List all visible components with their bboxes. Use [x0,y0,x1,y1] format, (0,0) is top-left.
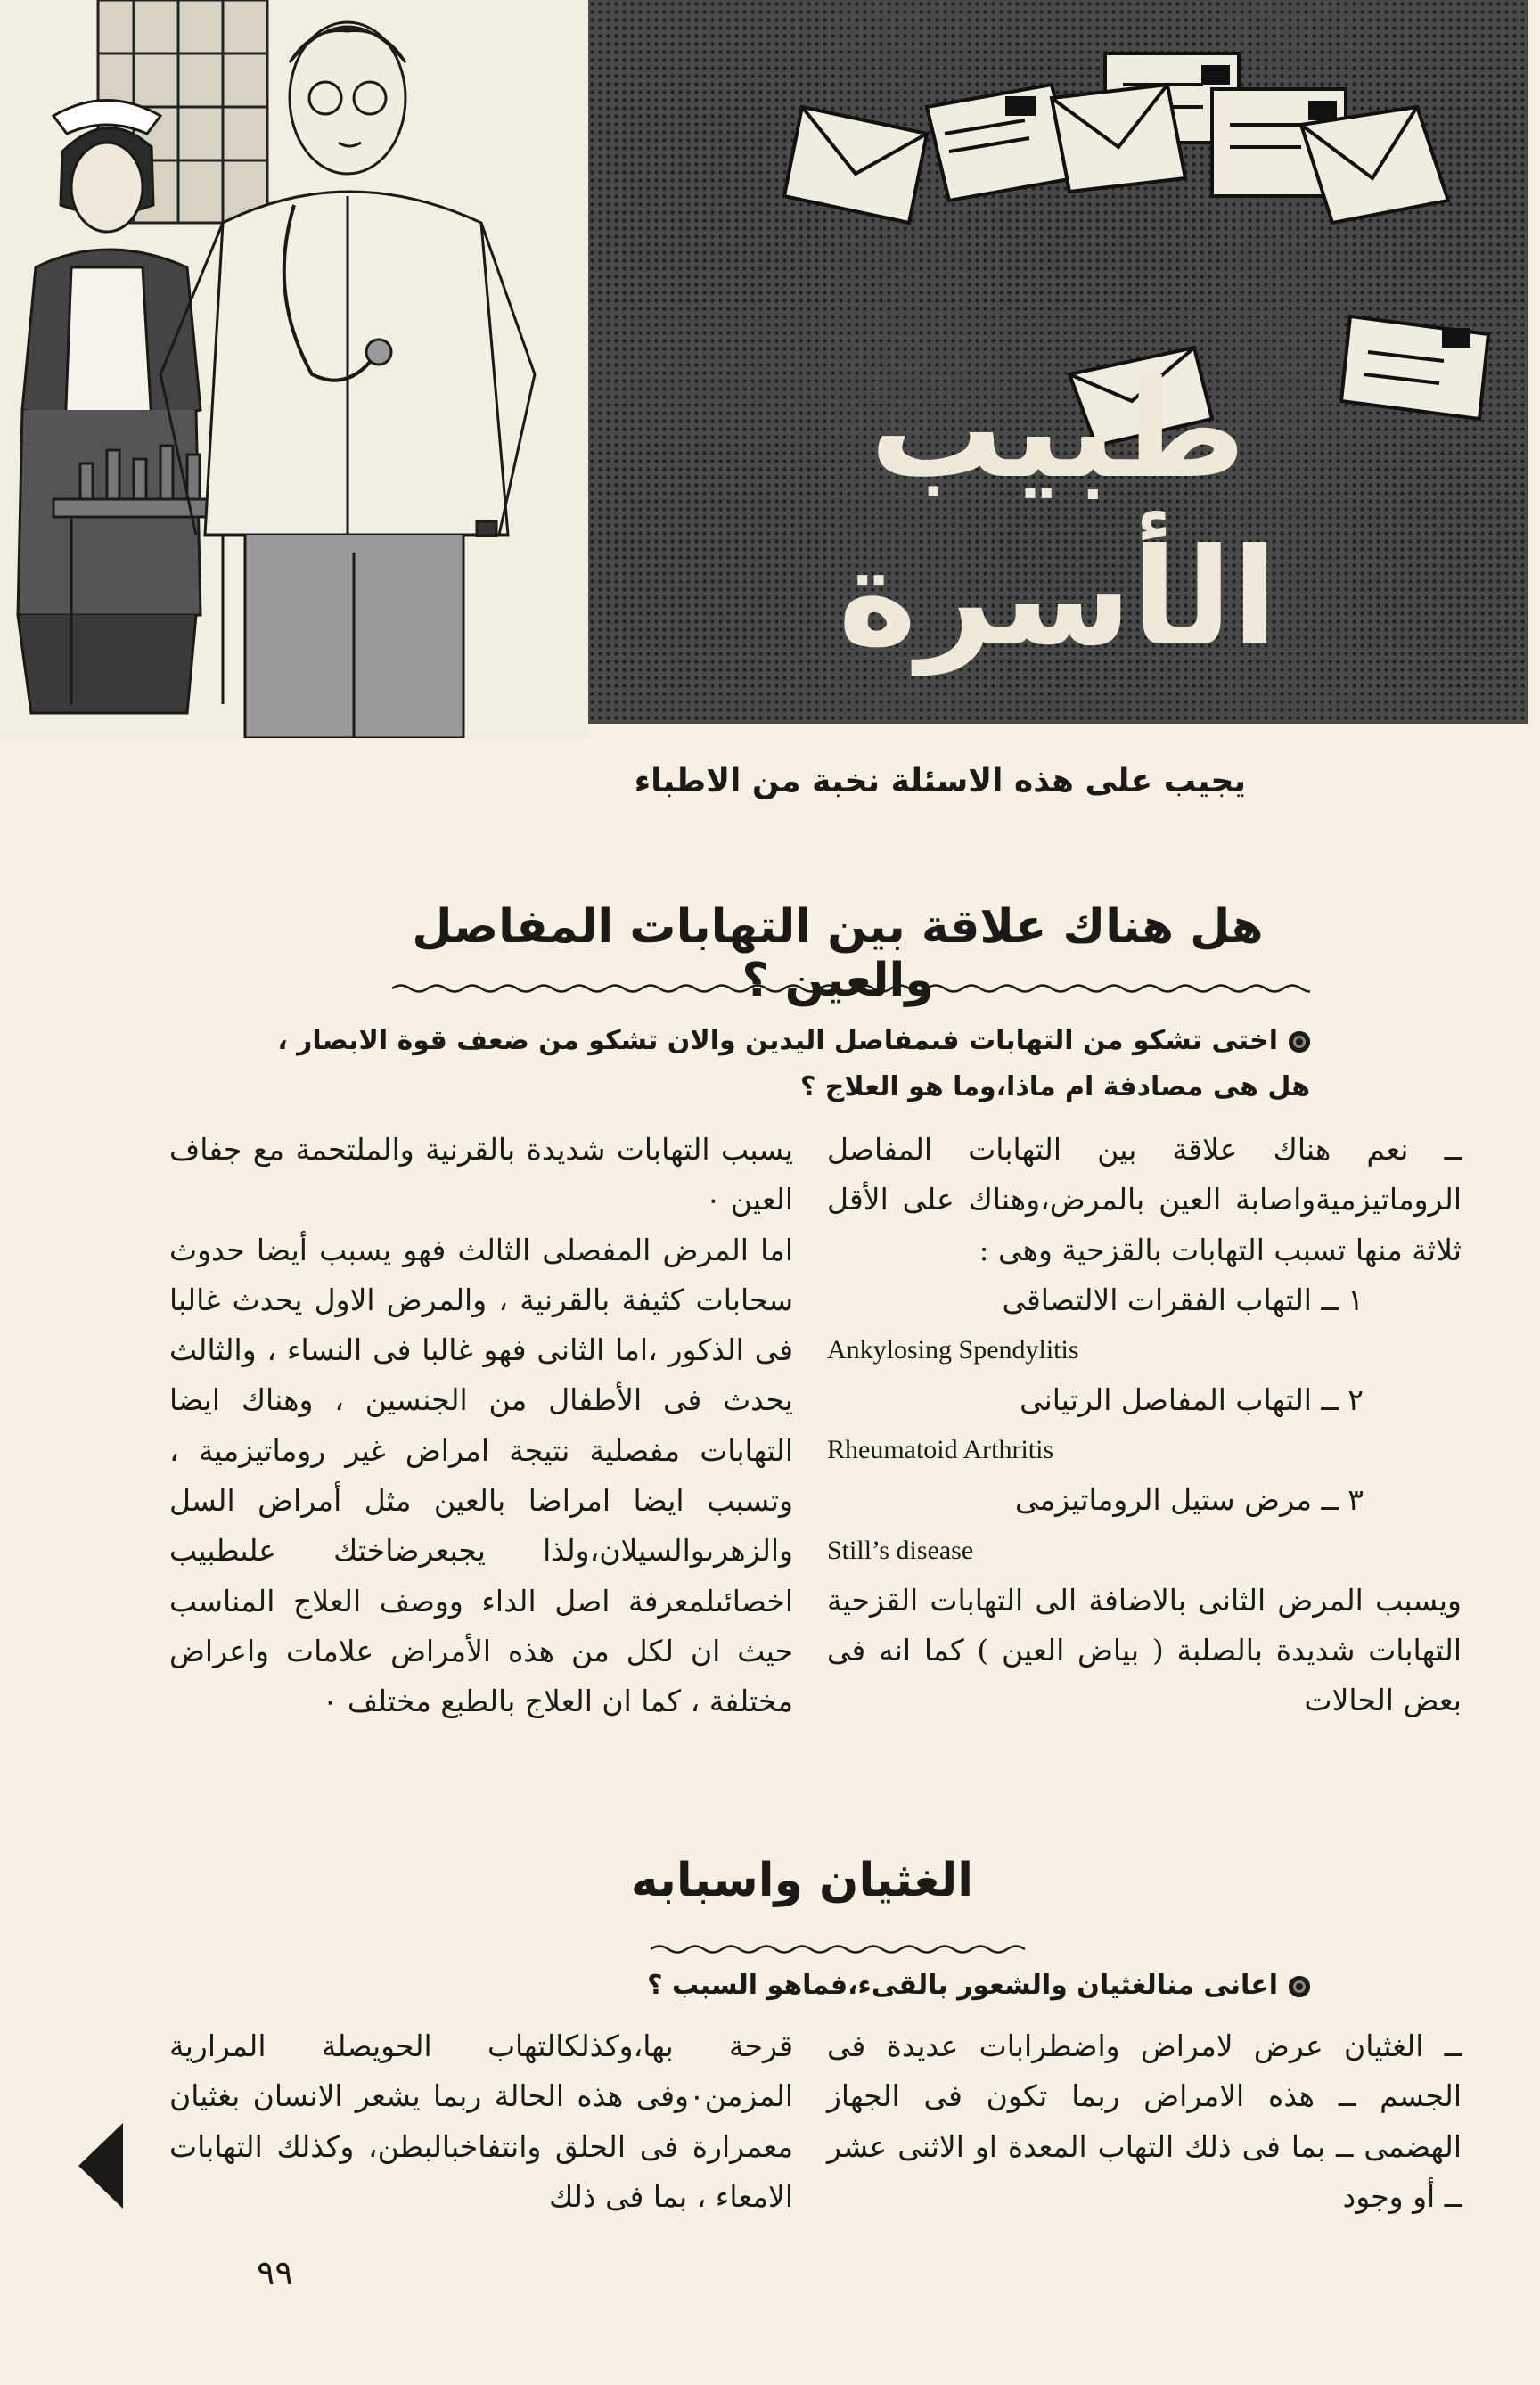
column-banner [588,0,1528,724]
list-item-3-arabic: ٣ ــ مرض ستيل الروماتيزمى [1015,1482,1364,1518]
banner-title-line1: طبيب [869,353,1247,508]
banner-title [588,348,1528,682]
section1-question-text: اختى تشكو من التهابات فىمفاصل اليدين والان تشكو من ضعف قوة الابصار ، هل هى مصادفة ام ماذا،وما هو العلاج ؟ [277,1025,1310,1102]
doctor-nurse-drawing [0,0,588,738]
page-subtitle: يجيب على هذه الاسئلة نخبة من الاطباء [634,763,1246,799]
list-item-1-arabic: ١ ــ التهاب الفقرات الالتصاقى [1002,1282,1364,1317]
doctor-nurse-illustration [0,0,588,738]
section2-column-right [827,2021,1462,2222]
section1-wavy-underline [392,982,1310,995]
section1-heading: هل هناك علاقة بين التهابات المفاصل والعين ؟ [412,900,1264,1007]
section1-left-p2: اما المرض المفصلى الثالث فهو يسبب أيضا حدوث سحابات كثيفة بالقرنية ، والمرض الاول يحدث غالبا فى الذكور ،اما الثانى فهو غالبا فى النساء ، والثالث يحدث فى الأطفال من الجنسين ، وهناك ايضا التهابات مفصلية نتيجة امراض غير روماتيزمية ، وتسبب ايضا امراضا بالعين مثل أمراض السل والزهرىوالسيلان،ولذا يجبعرضاختك علىطبيب اخصائىلمعرفة اصل الداء ووصف العلاج المناسب حيث ان لكل من هذه الأمراض علامات واعراض مختلفة ، كما ان العلاج بالطبع مختلف ٠ [169,1232,793,1719]
section2-left-text: قرحة بها،وكذلكالتهاب الحويصلة المرارية المزمن٠وفى هذه الحالة ربما يشعر الانسان بغثيان معمرارة فى الحلق وانتفاخبالبطن، وكذلك التهابات الامعاء ، بما فى ذلك [169,2028,793,2214]
section1-column-right [827,1125,1462,1726]
list-item-3-latin: Still’s disease [827,1535,974,1565]
page-number: ٩٩ [257,2253,293,2292]
continue-arrow-icon [78,2123,123,2209]
section2-right-text: ــ الغثيان عرض لامراض واضطرابات عديدة فى الجسم ــ هذه الامراض ربما تكون فى الجهاز الهضمى ــ بما فى ذلك التهاب المعدة او الاثنى عشر ــ أو وجود [827,2028,1462,2214]
section1-closing: ويسبب المرض الثانى بالاضافة الى التهابات القزحية التهابات شديدة بالصلبة ( بياض العين ) كما انه فى بعض الحالات [827,1582,1462,1718]
section2-question-text: اعانى منالغثيان والشعور بالقىء،فماهو السبب ؟ [647,1970,1278,2001]
section2-wavy-underline [651,1943,1025,1955]
section1-left-p1: يسبب التهابات شديدة بالقرنية والملتحمة مع جفاف العين ٠ [169,1132,793,1217]
list-item-2-latin: Rheumatoid Arthritis [827,1435,1054,1465]
bullet-icon [1289,1976,1310,1997]
bullet-icon [1289,1031,1310,1053]
list-item-2-arabic: ٢ ــ التهاب المفاصل الرتيانى [1020,1382,1364,1418]
section2-heading: الغثيان واسبابه [630,1854,974,1907]
section1-question [241,1018,1310,1111]
section2-column-left [169,2021,793,2222]
banner-title-line2: الأسرة [838,520,1278,676]
section1-intro: ــ نعم هناك علاقة بين التهابات المفاصل الروماتيزميةواصابة العين بالمرض،وهناك على الأقل ثلاثة منها تسبب التهابات بالقزحية وهى : [827,1132,1462,1267]
list-item-1-latin: Ankylosing Spendylitis [827,1335,1079,1365]
section2-question [356,1963,1310,2009]
section1-column-left [169,1125,793,1727]
